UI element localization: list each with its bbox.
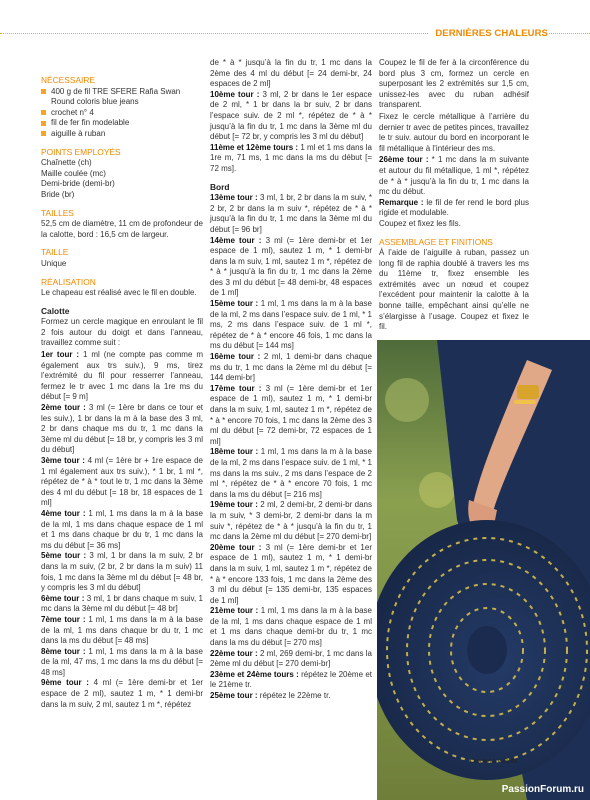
step-text: 3 ml (= 1ère demi-br et 1er espace de 1 ml), sautez 1 m, * 1 demi-br dans la m suiv, 1 ml, sautez 1 m *, répétez de * à * encore 133 fois, 1 mc dans la 2ème des 3 ml du début [= 135 demi-br, 135 espaces de 1 ml] (210, 542, 372, 605)
step-label: 23ème et 24ème tours : (210, 669, 299, 679)
step-label: 22ème tour : (210, 648, 258, 658)
step-text: 3 ml (= 1ère br dans ce tour et les suiv.), 1 br dans la m à la base des 3 ml, 2 br dans chaque ms du tr, 1 mc dans la 3ème ml du début [= 18 br, y compris les 3 ml du début] (41, 403, 204, 455)
pattern-step (210, 500, 372, 542)
step-label: 19ème tour : (210, 500, 258, 510)
step-text: 4 ml (= 1ère demi-br et 1er espace de 2 ml), sautez 1 m, * 1 demi-br dans la m suiv, 2 ml, sautez 1 m *, répétez (41, 678, 203, 709)
step-text: 3 ml, 1 br dans la m suiv, 2 br dans la m suiv, (2 br, 2 br dans la m suiv) 11 fois, 1 mc dans la 3ème ml du début [= 48 br, y compris les 3 ml du début] (41, 551, 204, 593)
pattern-step (41, 456, 203, 509)
step-text: 1 ml, 1 ms dans la m à la base de la ml, 2 ms dans l’espace suiv. de 1 ml, * 1 ms dans la ms suiv., 2 ms dans l’espace de 2 ml *, répétez de * à * encore 70 fois, 1 mc dans la ms du début [= 216 ms] (210, 447, 372, 499)
step-label: 20ème tour : (210, 542, 262, 552)
realisation-title: RÉALISATION (41, 276, 96, 287)
list-item: Bride (br) (41, 189, 75, 199)
pattern-step (41, 509, 203, 551)
realisation-text: Le chapeau est réalisé avec le fil en double. (41, 288, 197, 298)
step-text: 3 ml (= 1ère demi-br et 1er espace de 1 ml), sautez 1 m, * 1 demi-br dans la m suiv, 1 ml, sautez 1 m *, répétez de * à * jusqu’à la fin du tr, 1 mc dans la 2ème des 3 ml du début [= 48 demi-br, 48 espaces de 1 ml] (210, 235, 372, 298)
step-label: 3ème tour : (41, 456, 85, 465)
materials-list (41, 87, 203, 140)
step-26 (379, 155, 529, 197)
tailles-title: TAILLES (41, 207, 74, 218)
pattern-step (210, 352, 372, 384)
paragraph: Fixez le cercle métallique à l’arrière du dernier tr avec de petites pinces, travaillez le tr suiv. autour du bord en incorporant le fil métallique à l’intérieur des ms. (379, 111, 529, 153)
list-item: Maille coulée (mc) (41, 168, 106, 178)
step-label: 18ème tour : (210, 447, 259, 457)
pattern-step (210, 543, 372, 607)
list-item: 400 g de fil TRE SFERE Rafia Swan Round coloris blue jeans (41, 87, 203, 108)
pattern-step (41, 647, 203, 679)
pattern-step (210, 143, 372, 175)
assemblage-text: À l’aide de l’aiguille à ruban, passez un long fil de raphia doublé à travers les ms du 11ème tr, fixez ensemble les extrémités avec un nœud et coupez l’excédent pour maintenir la calotte à la bonne taille, empêchant ainsi qu’elle ne s’élargisse à l’usage. Coupez et fixez le fil. (379, 248, 529, 332)
bord-title: Bord (210, 181, 230, 192)
points-title: POINTS EMPLOYÉS (41, 146, 121, 157)
step-text: 1 ml, 1 ms dans la m à la base de la ml, 2 ms dans l’espace suiv. de 1 ml, * 1 ms, 2 ms dans l’espace suiv. de 1 ml *, répétez de * à * encore 46 fois, 1 mc dans la ms du début [= 144 ms] (210, 299, 372, 351)
calotte-title: Calotte (41, 305, 70, 316)
pattern-step (41, 615, 203, 647)
list-item: crochet n° 4 (41, 108, 203, 119)
pattern-step (210, 447, 372, 500)
step-text: 2 ml, 2 demi-br, 2 demi-br dans la m suiv, * 3 demi-br, 2 demi-br dans la m suiv *, répétez de * à * jusqu’à la fin du tr, 1 mc dans la 2ème ml du début [= 270 demi-br] (210, 500, 372, 542)
materials-title: NÉCESSAIRE (41, 75, 95, 85)
step-text: 1 ml et 1 ms dans la 1re m, 71 ms, 1 mc dans la ms du début [= 72 ms]. (210, 142, 373, 173)
list-item: fil de fer fin modelable (41, 118, 203, 129)
list-item: Chaînette (ch) (41, 158, 92, 168)
step-label: 8ème tour : (41, 646, 86, 656)
step-label: 9ème tour : (41, 678, 89, 688)
hat-photo-illustration (377, 340, 590, 800)
photo-caption: Crochet à volonté (470, 759, 518, 765)
pattern-step (210, 384, 372, 448)
bord-steps (210, 193, 372, 702)
hat-photo (377, 340, 590, 800)
step-text: * 1 mc dans la m suivante et autour du fil métallique, 1 ml *, répétez de * à * jusqu’à la fin du tr, 1 mc dans la mc du début. (379, 155, 529, 197)
pattern-step (210, 58, 372, 90)
paragraph: Coupez le fil de fer à la circonférence du bord plus 3 cm, formez un cercle en superposant les 2 extrémités sur 1,5 cm, unissez-les avec du ruban adhésif transparent. (379, 58, 529, 110)
step-label: 17ème tour : (210, 383, 262, 393)
pattern-step (210, 670, 372, 691)
step-text: 3 ml, 1 br dans chaque m suiv, 1 mc dans la 3ème ml du début [= 48 br] (41, 593, 203, 614)
step-text: 1 ml (ne compte pas comme m également aux trs suiv.), 9 ms, tirez l’extrémité du fil pour resserrer l’anneau, fermez le tr avec 1 mc dans la 1re ms du début [= 9 m] (41, 350, 203, 402)
tailles-text: 52,5 cm de diamètre, 11 cm de profondeur de la calotte, bord : 16,5 cm de largeur. (41, 219, 203, 239)
column-3 (379, 58, 529, 334)
step-label: 10ème tour : (210, 89, 260, 99)
pattern-step (210, 236, 372, 300)
taille-title: TAILLE (41, 247, 69, 258)
pattern-step (41, 403, 203, 456)
header-title: DERNIÈRES CHALEURS (429, 29, 548, 40)
step-text: 1 ml, 1 ms dans la m à la base de la ml, 1 ms dans chaque br du tr, 1 mc dans la ms du début [= 48 ms] (41, 614, 203, 646)
step-text: de * à * jusqu’à la fin du tr, 1 mc dans la 2ème des 4 ml du début [= 24 demi-br, 24 espaces de 2 ml] (210, 58, 372, 89)
step-text: répétez le 22ème tr. (257, 691, 331, 701)
assemblage-title: ASSEMBLAGE ET FINITIONS (379, 236, 493, 247)
taille-text: Unique (41, 258, 67, 268)
footer-brand: PassionForum.ru (501, 784, 584, 796)
step-label: 15ème tour : (210, 299, 259, 309)
step-label: 21ème tour : (210, 606, 259, 616)
finish-text: Coupez et fixez les fils. (379, 218, 461, 228)
step-label: 13ème tour : (210, 193, 258, 203)
step-label: 14ème tour : (210, 235, 262, 245)
step-label: 26ème tour : (379, 155, 429, 165)
step-text: 2 ml, 269 demi-br, 1 mc dans la 2ème ml du début [= 270 demi-br] (210, 648, 373, 669)
list-item: Demi-bride (demi-br) (41, 179, 115, 189)
pattern-step (210, 299, 372, 352)
step-label: 16ème tour : (210, 352, 261, 362)
pattern-step (210, 606, 372, 648)
step-text: 3 ml, 2 br dans le 1er espace de 2 ml, * 1 br dans la br suiv, 2 br dans l’espace suiv. de 2 ml *, répétez de * à * jusqu’à la fin du tr, 1 mc dans la 3ème ml du début [= 72 br, y compris les 3 ml du début] (210, 89, 373, 142)
pattern-step (210, 193, 372, 235)
pattern-step (210, 649, 372, 670)
list-item: aiguille à ruban (41, 129, 203, 140)
step-text: 1 ml, 1 ms dans la m à la base de la ml, 47 ms, 1 mc dans la ms du début [= 48 ms] (41, 646, 203, 677)
step-label: 6ème tour : (41, 593, 85, 603)
step-text: 4 ml (= 1ère br + 1re espace de 1 ml également aux trs suiv.), * 1 br, 1 ml *, répétez de * à * tout le tr, 1 mc dans la 3ème des 4 ml du début [= 18 br, 18 espaces de 1 ml] (41, 456, 203, 508)
pattern-step (41, 350, 203, 403)
step-text: 1 ml, 1 ms dans la m à la base de la ml, 1 ms dans chaque espace de 1 ml et 1 ms dans chaque demi-br du tr, 1 mc dans la ms du début [= 270 ms] (210, 606, 372, 648)
step-text: 1 ml, 1 ms dans la m à la base de la ml, 1 ms dans chaque espace de 1 ml et 1 ms dans chaque br du tr, 1 mc dans la ms du début [= 36 ms] (41, 508, 203, 550)
pattern-step (210, 90, 372, 143)
step-text: 3 ml, 1 br, 2 br dans la m suiv, * 2 br, 2 br dans la m suiv *, répétez de * à * jusqu’à la fin du tr, 1 mc dans la 3ème ml du début [= 96 br] (210, 193, 372, 234)
step-label: 2ème tour : (41, 403, 86, 413)
step-label: 7ème tour : (41, 614, 86, 624)
calotte-steps (41, 350, 203, 710)
step-label: 11ème et 12ème tours : (210, 142, 299, 152)
step-label: 5ème tour : (41, 551, 87, 561)
step-text: 3 ml (= 1ère demi-br et 1er espace de 1 ml), sautez 1 m, * 1 demi-br dans la m suiv, 1 ml, sautez 1 m *, répétez de * à * encore 70 fois, 1 mc dans la 2ème des 3 ml du début [= 72 demi-br, 72 espaces de 1 ml] (210, 383, 372, 446)
remarque-label: Remarque : (379, 197, 424, 207)
step-label: 1er tour : (41, 350, 80, 360)
pattern-step (41, 678, 203, 710)
pattern-step (41, 594, 203, 615)
remarque-text: le fil de fer rend le bord plus rigide et modulable. (379, 197, 529, 218)
pattern-step (210, 691, 372, 702)
step-label: 4ème tour : (41, 508, 86, 518)
calotte-steps-continued (210, 58, 372, 175)
step-text: 2 ml, 1 demi-br dans chaque ms du tr, 1 mc dans la 2ème ml du début [= 144 demi-br] (210, 352, 372, 383)
pattern-step (41, 551, 203, 593)
remarque (379, 198, 529, 219)
calotte-intro: Formez un cercle magique en enroulant le fil 2 fois autour du doigt et dans l’anneau, travaillez comme suit : (41, 317, 203, 348)
step-text: répétez le 20ème et le 21ème tr. (210, 669, 372, 690)
column-2 (210, 58, 372, 702)
step-label: 25ème tour : (210, 691, 258, 701)
column-1 (41, 75, 203, 710)
